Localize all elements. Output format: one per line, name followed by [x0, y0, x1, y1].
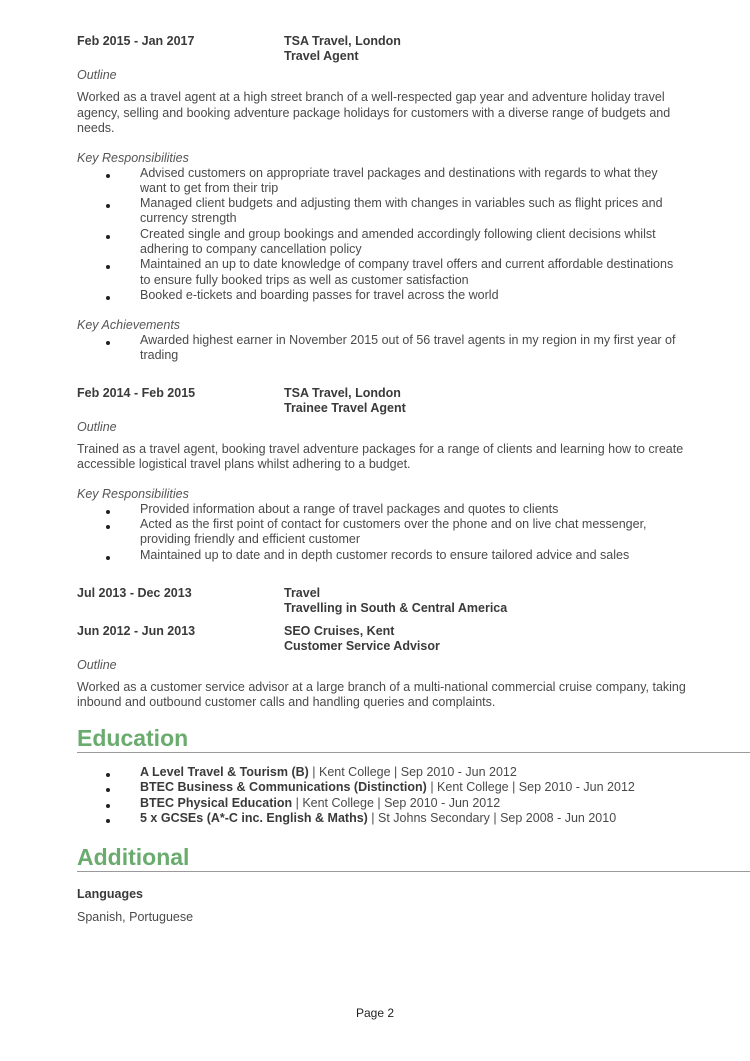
job-dates: Jul 2013 - Dec 2013 [77, 585, 192, 600]
job-entry [77, 386, 686, 563]
responsibilities-label: Key Responsibilities [77, 150, 189, 165]
job-company: TSA Travel, London [284, 34, 401, 48]
list-item [77, 780, 686, 795]
list-item: Managed client budgets and adjusting them with changes in variables such as flight prices and currency strength [77, 196, 686, 227]
list-item [77, 796, 686, 811]
qualification-name: BTEC Business & Communications (Distinction) [140, 780, 427, 795]
job-dates: Feb 2014 - Feb 2015 [77, 385, 196, 400]
resume-page [77, 34, 686, 926]
list-item: Advised customers on appropriate travel packages and destinations with regards to what they want to get from their trip [77, 166, 686, 197]
responsibilities-list [77, 502, 686, 563]
responsibilities-label: Key Responsibilities [77, 486, 189, 501]
list-item: Booked e-tickets and boarding passes for travel across the world [77, 288, 686, 303]
job-role: Travelling in South & Central America [284, 600, 508, 615]
list-item: Maintained an up to date knowledge of company travel offers and current affordable destinations to ensure fully booked trips as well as customer satisfaction [77, 257, 686, 288]
job-header [77, 624, 686, 654]
responsibilities-list [77, 166, 686, 304]
outline-label: Outline [77, 68, 117, 82]
list-item: Created single and group bookings and amended accordingly following client decisions whilst adhering to company cancellation policy [77, 227, 686, 258]
outline-label: Outline [77, 657, 117, 672]
outline-label: Outline [77, 419, 117, 434]
job-header [77, 586, 686, 616]
job-role: Trainee Travel Agent [284, 400, 406, 415]
qualification-details: | Kent College | Sep 2010 - Jun 2012 [292, 795, 501, 810]
job-entry [77, 34, 686, 364]
list-item: Provided information about a range of travel packages and quotes to clients [77, 502, 686, 517]
job-entry [77, 586, 686, 616]
list-item: Acted as the first point of contact for customers over the phone and on live chat messenger, providing friendly and efficient customer [77, 517, 686, 548]
job-outline: Worked as a travel agent at a high street branch of a well-respected gap year and adventure holiday travel agency, selling and booking adventure package holidays for customers with a diverse range of budgets and needs. [77, 90, 671, 135]
page-number: Page 2 [355, 1006, 395, 1020]
job-company: SEO Cruises, Kent [284, 623, 395, 638]
languages-label: Languages [77, 887, 143, 902]
job-outline: Trained as a travel agent, booking travel adventure packages for a range of clients and learning how to create accessible logistical travel plans whilst adhering to a budget. [77, 441, 684, 472]
education-heading: Education [77, 725, 750, 753]
list-item: Awarded highest earner in November 2015 out of 56 travel agents in my region in my first year of trading [77, 333, 686, 364]
qualification-name: A Level Travel & Tourism (B) [140, 764, 309, 779]
qualification-details: | Kent College | Sep 2010 - Jun 2012 [308, 764, 517, 779]
job-role: Travel Agent [284, 49, 359, 63]
education-list [77, 765, 686, 826]
job-header [77, 34, 686, 64]
job-header [77, 386, 686, 416]
job-company: TSA Travel, London [284, 385, 401, 400]
job-dates: Feb 2015 - Jan 2017 [77, 34, 195, 48]
list-item [77, 765, 686, 780]
languages-value: Spanish, Portuguese [77, 910, 194, 925]
qualification-name: BTEC Physical Education [140, 795, 293, 810]
job-role: Customer Service Advisor [284, 638, 440, 653]
list-item [77, 811, 686, 826]
job-dates: Jun 2012 - Jun 2013 [77, 623, 196, 638]
additional-heading: Additional [77, 844, 750, 872]
qualification-name: 5 x GCSEs (A*-C inc. English & Maths) [140, 810, 368, 825]
job-company: Travel [284, 585, 321, 600]
job-outline: Worked as a customer service advisor at a large branch of a multi-national commercial cruise company, taking inbound and outbound customer calls and handling queries and complaints. [77, 679, 686, 710]
qualification-details: | St Johns Secondary | Sep 2008 - Jun 2010 [367, 810, 617, 825]
achievements-label: Key Achievements [77, 318, 181, 333]
job-entry [77, 624, 686, 711]
achievements-list [77, 333, 686, 364]
qualification-details: | Kent College | Sep 2010 - Jun 2012 [426, 780, 635, 795]
list-item: Maintained up to date and in depth customer records to ensure tailored advice and sales [77, 548, 686, 563]
